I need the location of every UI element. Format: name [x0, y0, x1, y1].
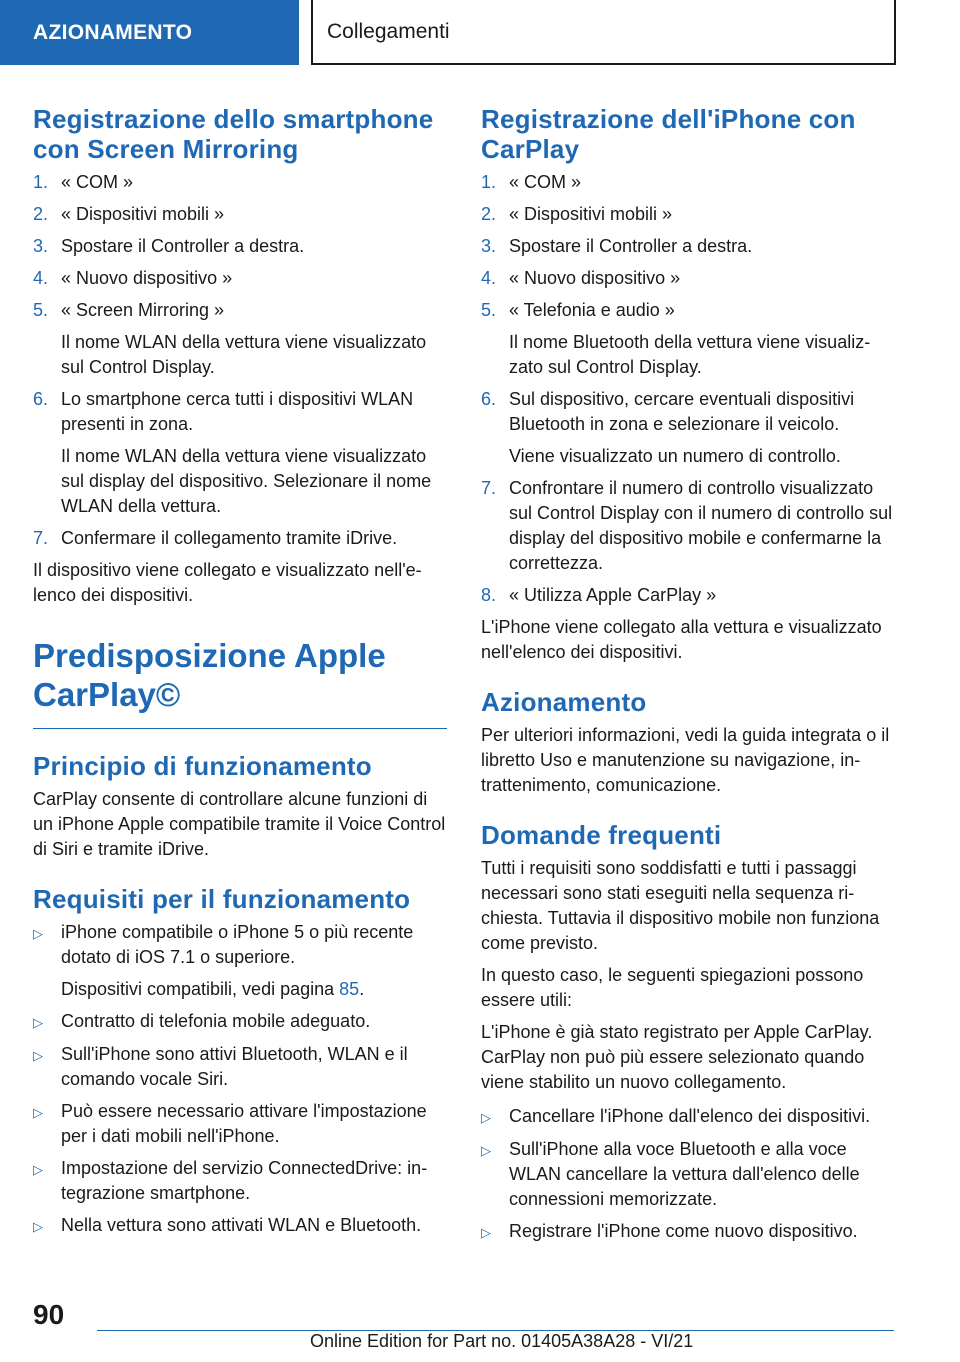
list-item [33, 1213, 448, 1239]
requirements-list [33, 920, 448, 1239]
step-text: « Utilizza Apple CarPlay » [509, 585, 717, 605]
right-column [481, 104, 896, 1245]
item-text: Nella vettura sono attivati WLAN e Bluetooth. [61, 1215, 422, 1235]
triangle-bullet-icon: ▷ [481, 1143, 491, 1158]
step-item [481, 170, 896, 195]
step-number: 4. [33, 268, 49, 288]
step-number: 5. [33, 300, 49, 320]
step-number: 4. [481, 268, 497, 288]
triangle-bullet-icon: ▷ [33, 1162, 43, 1177]
step-text: Spostare il Controller a destra. [509, 236, 753, 256]
step-item [33, 387, 448, 437]
note-text: Dispositivi compatibili, vedi pagina [61, 979, 335, 999]
faq-paragraph: Tutti i requisiti sono soddisfatti e tutti i passaggi necessari sono stati eseguiti nella sequenza richiesta. Tuttavia il dispositivo mobile non funziona come previsto. [481, 858, 880, 953]
list-item [33, 1009, 448, 1035]
list-item [33, 1156, 448, 1206]
step-number: 1. [481, 172, 497, 192]
step-number: 8. [481, 585, 497, 605]
faq-list [481, 1104, 896, 1245]
item-text: Sull'iPhone sono attivi Bluetooth, WLAN e il comando vocale Siri. [61, 1044, 408, 1089]
principle-text: CarPlay consente di controllare alcune funzioni di un iPhone Apple compatibile tramite il Voice Control di Siri e tramite iDrive. [33, 789, 446, 859]
principle-heading: Principio di funzionamento [33, 751, 372, 781]
step-item [33, 266, 448, 291]
step-number: 5. [481, 300, 497, 320]
step-text: Lo smartphone cerca tutti i dispositivi WLAN presenti in zona. [61, 389, 414, 434]
step-item [33, 202, 448, 227]
triangle-bullet-icon: ▷ [33, 1015, 43, 1030]
item-text: Contratto di telefonia mobile adeguato. [61, 1011, 371, 1031]
triangle-bullet-icon: ▷ [33, 1219, 43, 1234]
page-link[interactable]: 85 [339, 979, 360, 999]
item-note [61, 977, 448, 1002]
carplay-registration-steps [481, 170, 896, 608]
left-column [33, 104, 448, 1239]
step-item [33, 170, 448, 195]
step-item [481, 298, 896, 323]
screen-mirroring-result: Il dispositivo viene collegato e visualizzato nell'elenco dei dispositivi. [33, 560, 422, 605]
item-text: Può essere necessario attivare l'impostazione per i dati mobili nell'iPhone. [61, 1101, 427, 1146]
step-number: 6. [33, 389, 49, 409]
step-text: Confermare il collegamento tramite iDrive. [61, 528, 398, 548]
step-note: Viene visualizzato un numero di controllo. [509, 446, 841, 466]
chapter-title: Collegamenti [327, 19, 450, 43]
step-text: « Nuovo dispositivo » [509, 268, 681, 288]
step-note: Il nome WLAN della vettura viene visualizzato sul display del dispositivo. Selezionare il nome WLAN della vettura. [61, 446, 432, 516]
step-text: « Telefonia e audio » [509, 300, 675, 320]
faq-paragraph: L'iPhone è già stato registrato per Apple CarPlay. CarPlay non può più essere selezionato quando viene stabilito un nuovo collegamento. [481, 1022, 873, 1092]
triangle-bullet-icon: ▷ [33, 1048, 43, 1063]
screen-mirroring-steps [33, 170, 448, 551]
step-item [33, 234, 448, 259]
carplay-registration-result: L'iPhone viene collegato alla vettura e visualizzato nell'elenco dei dispositivi. [481, 617, 882, 662]
list-item [33, 1042, 448, 1092]
step-text: Spostare il Controller a destra. [61, 236, 305, 256]
step-number: 3. [33, 236, 49, 256]
step-note: Il nome WLAN della vettura viene visualizzato sul Control Display. [61, 332, 427, 377]
section-title: AZIONAMENTO [33, 20, 193, 44]
step-text: Sul dispositivo, cercare eventuali dispositivi Bluetooth in zona e selezionare il veicolo. [509, 389, 855, 434]
carplay-registration-heading: Registrazione dell'iPhone con CarPlay [481, 104, 856, 164]
step-number: 2. [33, 204, 49, 224]
step-item [481, 387, 896, 437]
operation-heading: Azionamento [481, 687, 647, 717]
triangle-bullet-icon: ▷ [481, 1225, 491, 1240]
step-number: 7. [481, 478, 497, 498]
step-text: « Dispositivi mobili » [61, 204, 225, 224]
step-text: « COM » [61, 172, 134, 192]
item-text: Cancellare l'iPhone dall'elenco dei dispositivi. [509, 1106, 871, 1126]
item-text: iPhone compatibile o iPhone 5 o più recente dotato di iOS 7.1 o superiore. [61, 922, 414, 967]
list-item [481, 1219, 896, 1245]
list-item [481, 1137, 896, 1212]
item-text: Impostazione del servizio ConnectedDrive: integrazione smartphone. [61, 1158, 428, 1203]
step-item [33, 526, 448, 551]
triangle-bullet-icon: ▷ [481, 1110, 491, 1125]
step-number: 2. [481, 204, 497, 224]
triangle-bullet-icon: ▷ [33, 1105, 43, 1120]
list-item [33, 1099, 448, 1149]
step-note: Il nome Bluetooth della vettura viene visualizzato sul Control Display. [509, 332, 871, 377]
triangle-bullet-icon: ▷ [33, 926, 43, 941]
step-text: « Nuovo dispositivo » [61, 268, 233, 288]
item-text: Sull'iPhone alla voce Bluetooth e alla voce WLAN cancellare la vettura dall'elenco delle connessioni memorizzate. [509, 1139, 860, 1209]
step-text: « Dispositivi mobili » [509, 204, 673, 224]
section-tab [0, 0, 299, 65]
footer-edition: Online Edition for Part no. 01405A38A28 - VI/21 [310, 1331, 694, 1351]
faq-paragraph: In questo caso, le seguenti spiegazioni possono essere utili: [481, 965, 864, 1010]
step-number: 1. [33, 172, 49, 192]
step-text: « COM » [509, 172, 582, 192]
step-item [481, 476, 896, 576]
faq-heading: Domande frequenti [481, 820, 722, 850]
note-suffix: . [359, 979, 365, 999]
step-item [481, 583, 896, 608]
list-item [33, 920, 448, 970]
step-item [33, 298, 448, 323]
step-item [481, 266, 896, 291]
step-text: Confrontare il numero di controllo visualizzato sul Control Display con il numero di controllo sul display del dispositivo mobile e confermarne la correttezza. [509, 478, 893, 573]
step-text: « Screen Mirroring » [61, 300, 225, 320]
carplay-chapter-title: Predisposizione Apple CarPlay© [33, 636, 447, 729]
page-number: 90 [33, 1299, 65, 1330]
list-item [481, 1104, 896, 1130]
item-text: Registrare l'iPhone come nuovo dispositivo. [509, 1221, 858, 1241]
step-number: 3. [481, 236, 497, 256]
screen-mirroring-heading: Registrazione dello smartphone con Screen Mirroring [33, 104, 434, 164]
requirements-heading: Requisiti per il funzionamento [33, 884, 411, 914]
chapter-header [311, 0, 896, 65]
step-number: 7. [33, 528, 49, 548]
operation-text: Per ulteriori informazioni, vedi la guida integrata o il libretto Uso e manutenzione su navigazione, intrattenimento, comunicazione. [481, 725, 890, 795]
step-number: 6. [481, 389, 497, 409]
step-item [481, 234, 896, 259]
step-item [481, 202, 896, 227]
